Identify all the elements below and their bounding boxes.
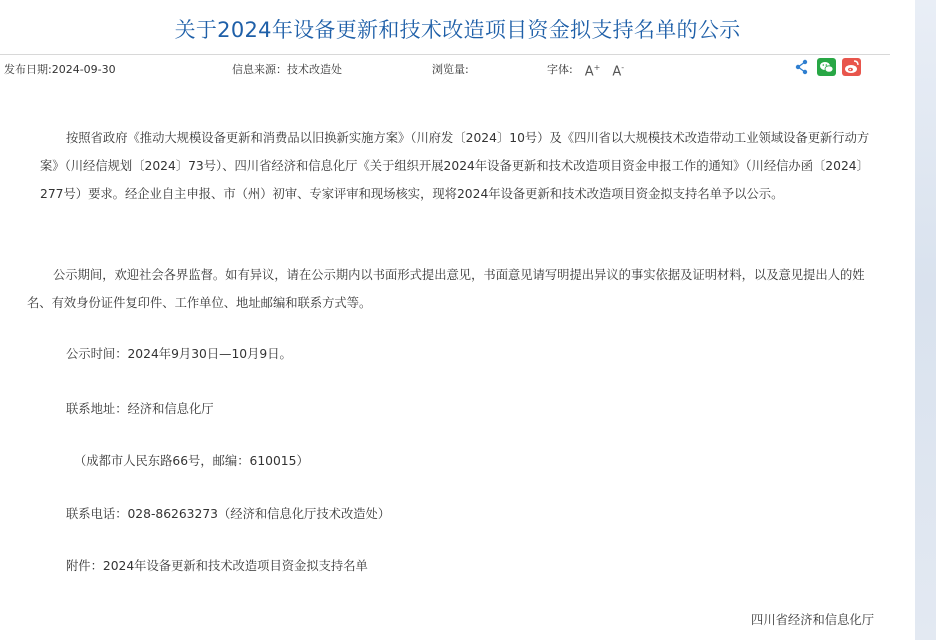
page-side-background <box>915 0 936 640</box>
publish-date: 发布日期:2024-09-30 <box>4 63 116 76</box>
article-body <box>27 124 886 573</box>
font-increase-glyph: A <box>584 64 594 80</box>
share-icon[interactable] <box>792 58 811 76</box>
font-increase-button[interactable] <box>585 58 601 82</box>
article-paragraph-supervision: 公示期间，欢迎社会各界监督。如有异议，请在公示期内以书面形式提出意见，书面意见请写明提出异议的事实依据及证明材料，以及意见提出人的姓名、有效身份证件复印件、工作单位、地址邮编和联系方式等。 <box>27 268 865 310</box>
page-title: 关于2024年设备更新和技术改造项目资金拟支持名单的公示 <box>174 18 741 42</box>
article-paragraph-intro: 按照省政府《推动大规模设备更新和消费品以旧换新实施方案》（川府发〔2024〕10号）及《四川省以大规模技术改造带动工业领域设备更新行动方案》（川经信规划〔2024〕73号）、四川省经济和信息化厅《关于组织开展2024年设备更新和技术改造项目资金申报工作的通知》（川经信办函〔2024〕277号）要求。经企业自主申报、市（州）初审、专家评审和现场核实，现将2024年设备更新和技术改造项目资金拟支持名单予以公示。 <box>40 131 870 201</box>
share-bar <box>792 58 861 76</box>
font-size-control <box>547 60 624 80</box>
attachment-link[interactable]: 附件：2024年设备更新和技术改造项目资金拟支持名单 <box>66 559 368 573</box>
font-decrease-button[interactable] <box>612 58 624 82</box>
meta-divider <box>0 54 890 55</box>
info-source: 信息来源：技术改造处 <box>232 63 342 76</box>
publicity-period: 公示时间：2024年9月30日—10月9日。 <box>66 347 292 361</box>
contact-address: 联系地址：经济和信息化厅 <box>66 402 214 416</box>
weibo-icon[interactable] <box>842 58 861 76</box>
postal-address: （成都市人民东路66号，邮编：610015） <box>74 454 309 468</box>
issuer-signature: 四川省经济和信息化厅 <box>751 613 874 627</box>
font-size-label: 字体: <box>547 63 573 76</box>
wechat-icon[interactable] <box>817 58 836 76</box>
font-increase-sign: + <box>593 62 601 72</box>
font-decrease-glyph: A <box>612 64 622 80</box>
contact-phone: 联系电话：028-86263273（经济和信息化厅技术改造处） <box>66 507 391 521</box>
view-count: 浏览量: <box>432 63 469 76</box>
font-decrease-sign: - <box>621 62 625 72</box>
